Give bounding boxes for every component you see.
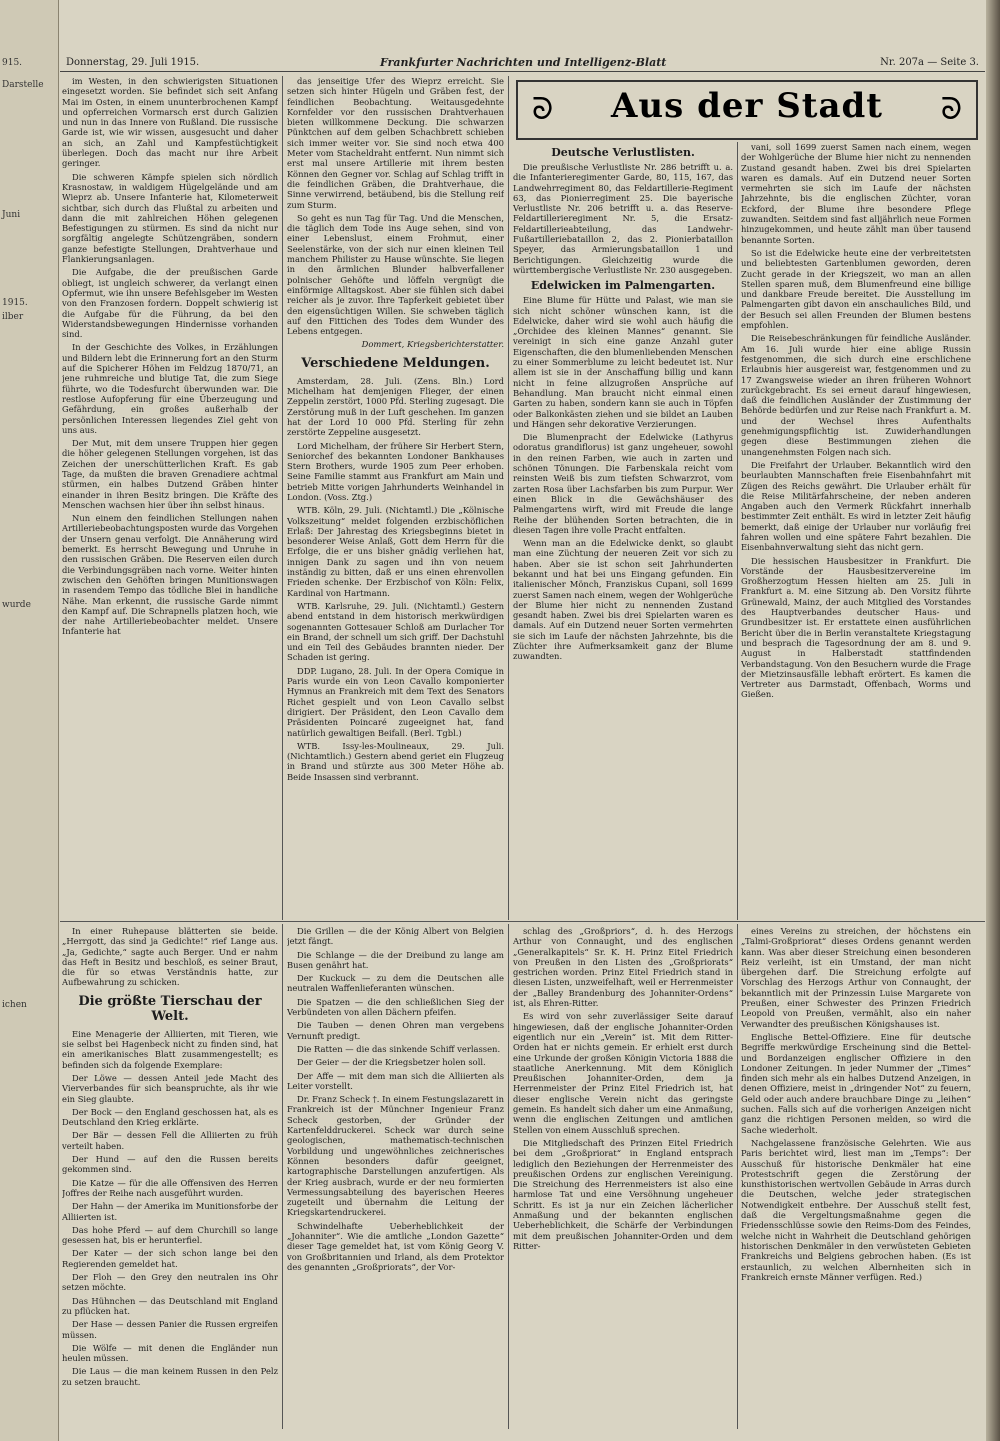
list-item: Der Hase — dessen Panier die Russen ergreifen müssen. <box>62 1319 278 1340</box>
news-item: Amsterdam, 28. Juli. (Zens. Bln.) Lord Michelham hat demjenigen Flieger, der einen Zeppelin zerstört, 1000 Pfd. Sterling zugesagt. Die Zerstörung muß in der Luft geschehen. Im ganzen hat der Lord 10 000 Pfd. Sterling für zehn zerstörte Zeppeline ausgesetzt. <box>287 375 504 438</box>
page-header <box>60 55 985 72</box>
article-column-8 <box>741 926 971 1426</box>
paragraph: Schwindelhafte Ueberheblichkeit der „Johanniter“. Wie die amtliche „London Gazette“ dieser Tage gemeldet hat, ist vom König Georg V. von Großbritannien und Irland, als dem Protektor des genannten „Großpriorats“, der Vor- <box>287 1220 504 1272</box>
section-banner-aus-der-stadt <box>516 80 978 140</box>
paragraph: Nachgelassene französische Gelehrten. Wie aus Paris berichtet wird, liest man im „Temps“: Der Ausschuß für historische Denkmäler hat eine Protestschrift gegen die Zerstörung der kunsthistorischen wertvollen Gebäude in Arras durch die Deutschen, welche jeder strategischen Notwendigkeit entbehre. Der Ausschuß stellt fest, daß die Vergeltungsmaßnahme gegen die Friedensschlüsse sowie den Reims-Dom des Feindes, welche nicht in Wahrheit die Deutschland gehörigen historischen Denkmäler in den verwüsteten Gebieten Frankreichs und Belgiens gebrochen haben. (Es ist erstaunlich, zu welchen Albernheiten sich in Frankreich ernste Männer verfügen. Red.) <box>741 1137 971 1282</box>
paragraph: In der Geschichte des Volkes, in Erzählungen und Bildern lebt die Erinnerung fort an den Sturm auf die Spicherer Höhen im Feldzug 1870/71, an jene ruhmreiche und blutige Tat, die zum Siege führte, wo die Todesfurcht überwunden war. Die restlose Aufopferung für eine Überzeugung und Gefährdung, ein großes außerhalb der persönlichen Interessen liegendes Ziel geht von uns aus. <box>62 342 278 435</box>
ornament-icon: ᘐ <box>532 92 554 127</box>
article-column-5 <box>62 926 278 1426</box>
article-heading: Die größte Tierschau der Welt. <box>78 993 262 1024</box>
news-item: DDP. Lugano, 28. Juli. In der Opera Comique in Paris wurde ein von Leon Cavallo komponierter Hymnus an Frankreich mit dem Text des Senators Richet gespielt und von Leon Cavallo selbst dirigiert. Der Präsident, den Leon Cavallo dem Präsidenten Poincaré zugeeignet hat, fand natürlich gewaltigen Beifall. (Berl. Tgbl.) <box>287 665 504 738</box>
paragraph: eines Vereins zu streichen, der höchstens ein „Talmi-Großpriorat“ dieses Ordens genannt werden kann. Was aber dieser Streichung einen besonderen Reiz verleiht, ist ein Umstand, der man nicht übergehen darf. Die Streichung erfolgte auf Vorschlag des Herzogs Arthur von Connaught, der bekanntlich mit der Prinzessin Luise Margarete von Preußen, einer Schwester des Prinzen Friedrich Leopold von Preußen, vermählt, also ein naher Verwandter des preußischen Königshauses ist. <box>741 926 971 1029</box>
edge-fragment: 915. <box>2 58 23 68</box>
paragraph: Der Mut, mit dem unsere Truppen hier gegen die höher gelegenen Stellungen vorgehen, ist das Zeichen der unerschütterlichen Kraft. Es gab Tage, da mußten die braven Grenadiere achtmal stürmen, ein halbes Dutzend Gräben hinter einander in ihren Besitz bringen. Die Kräfte des Menschen wachsen hier über ihn selbst hinaus. <box>62 438 278 510</box>
paragraph: Es wird von sehr zuverlässiger Seite darauf hingewiesen, daß der englische Johanniter-Orden eigentlich nur ein „Verein“ ist. Mit dem Ritter-Orden hat er nichts gemein. Er erhielt erst durch eine Urkunde der großen Königin Victoria 1888 die staatliche Anerkennung. Mit dem Königlich Preußischen Johanniter-Orden, dem ja Herrenmeister der Prinz Eitel Friedrich ist, hat dieser englische Verein nicht das geringste gemein. Es handelt sich daher um eine Anmaßung, wenn die englischen Zeitungen und amtlichen Stellen von einem Ausschluß sprechen. <box>513 1011 733 1135</box>
news-item: WTB. Issy-les-Moulineaux, 29. Juli. (Nichtamtlich.) Gestern abend geriet ein Flugzeug in Brand und stürzte aus 300 Meter Höhe ab. Beide Insassen sind verbrannt. <box>287 740 504 782</box>
list-item: Die Katze — für die alle Offensiven des Herren Joffres der Reihe nach ausgeführt wurden. <box>62 1177 278 1198</box>
paragraph: im Westen, in den schwierigsten Situationen eingesetzt worden. Sie befindet sich seit Anfang Mai im Osten, in einem ununterbrochenen Kampf und opferreichen Vormarsch erst durch Galizien und nun in das Innere von Rußland. Die russische Garde ist, wie wir wissen, ausgesucht und daher an sich, an Zahl und Kampfestüchtigkeit überlegen. Doch das macht nur ihre Arbeit geringer. <box>62 76 278 169</box>
paragraph: Die hessischen Hausbesitzer in Frankfurt. Die Vorstände der Hausbesitzervereine im Großherzogtum Hessen hielten am 25. Juli in Frankfurt a. M. eine Sitzung ab. Den Vorsitz führte Grünewald, Mainz, der auch Mitglied des Vorstandes des Hauptverbandes deutscher Haus- und Grundbesitzer ist. Er erstattete einen ausführlichen Bericht über die in Berlin veranstaltete Kriegstagung und besprach die Tagesordnung der am 8. und 9. August in Halberstadt stattfindenden Verbandstagung. Von den Besuchern wurde die Frage der Mietzinsausfälle lebhaft erörtert. Es kamen die Vertreter aus Darmstadt, Offenbach, Worms und Gießen. <box>741 555 971 700</box>
paragraph: Die schweren Kämpfe spielen sich nördlich Krasnostaw, in waldigem Hügelgelände und am Wieprz ab. Unsere Infanterie hat, Kilometerweit sichtbar, sich durch das Flußtal zu arbeiten und dann die mit zahlreichen Höhen gelegenen Befestigungen zu stürmen. Es sind da nicht nur sorgfältig angelegte Schützengräben, sondern ganze befestigte Stellungen, Drahtverhaue und Flankierungsanlagen. <box>62 171 278 265</box>
list-item: Der Kuckuck — zu dem die Deutschen alle neutralen Waffenlieferanten wünschen. <box>287 973 504 994</box>
article-column-7 <box>513 926 733 1426</box>
author-signature: Dommert, Kriegsberichterstatter. <box>361 339 504 350</box>
paragraph: Die preußische Verlustliste Nr. 286 betrifft u. a. die Infanterieregimenter Garde, 80, 115, 167, das Landwehrregiment 80, das Feldartillerie-Regiment 63, das Pionierregiment 25. Die bayerische Verlustliste Nr. 206 betrifft u. a. das Reserve-Feldartillerieregiment Nr. 5, die Ersatz-Feldartillerieabteilung, das Landwehr-Fußartilleriebataillon 2, das 2. Pionierbataillon Speyer, das Armierungsbataillon 1 und Berichtigungen. Gleichzeitig wurde die württembergische Verlustliste Nr. 230 ausgegeben. <box>513 162 733 275</box>
article-column-4 <box>741 142 971 918</box>
paragraph: Englische Bettel-Offiziere. Eine für deutsche Begriffe merkwürdige Erscheinung sind die Bettel- und Bordanzeigen englischer Offiziere in den Londoner Zeitungen. In jeder Nummer der „Times“ finden sich mehr als ein halbes Dutzend Anzeigen, in denen Offiziere, meist in „dringender Not“ zu feuern, Geld oder auch andere brauchbare Dinge zu „leihen“ suchen. Falls sich auf die vorherigen Anzeigen nicht ganz die richtigen Personen melden, so wird die Sache wiederholt. <box>741 1031 971 1135</box>
column-rule <box>508 76 509 920</box>
previous-page-edge <box>0 0 59 1441</box>
article-column-6 <box>287 926 504 1426</box>
article-heading: Deutsche Verlustlisten. <box>551 146 695 159</box>
paragraph: So ist die Edelwicke heute eine der verbreitetsten und beliebtesten Gartenblumen geworden, deren Zucht gerade in der Kriegszeit, wo man an allen Stellen sparen muß, dem Blumenfreund eine billige und dankbare Freude bereitet. Die Ausstellung im Palmengarten gibt davon ein anschauliches Bild, und der Besuch sei allen Freunden der Blumen bestens empfohlen. <box>741 247 971 331</box>
column-rule <box>737 142 738 920</box>
paragraph: Nun einem den feindlichen Stellungen nahen Artilleriebeobachtungsposten wurde das Vorgehen der Unsern genau verfolgt. Die Annäherung wird bemerkt. Es herrscht Bewegung und Unruhe in den russischen Gräben. Die Reserven eilen durch die Verbindungsgräben nach vorne. Weiter hinten zwischen den Gehöften bringen Munitionswagen in rasendem Tempo das tödliche Blei in handliche Nähe. Man erkennt, die russische Garde nimmt den Kampf auf. Die Schrapnells platzen hoch, wie der nahe Artilleriebeobachter meldet. Unsere Infanterie hat <box>62 513 278 637</box>
list-item: Der Hahn — der Amerika im Munitionsforbe der Alliierten ist. <box>62 1201 278 1222</box>
paragraph: So geht es nun Tag für Tag. Und die Menschen, die täglich dem Tode ins Auge sehen, sind von einer Lebenslust, einem Frohmut, einer Seelenstärke, von der sich nur einen kleinen Teil manchem Philister zu Hause wünschte. Sie liegen in den ärmlichen Blunder halbverfallener polnischer Gehöfte und löffeln vergnügt die einförmige Alltagskost. Aber sie fühlen sich dabei reicher als je zuvor. Ihre Tapferkeit gebietet über den eigensüchtigen Willen. Sie schweben täglich auf den Fittichen des Todes dem Wunder des Lebens entgegen. <box>287 212 504 337</box>
paragraph: Die Aufgabe, die der preußischen Garde obliegt, ist ungleich schwerer, da verlangt einen Opfermut, wie ihn unsere Befehlsgeber im Westen von den Franzosen fordern. Doppelt schwierig ist die Aufgabe für die Führung, da bei den Widerstandsbewegungen Hindernisse vorhanden sind. <box>62 267 278 340</box>
news-item: WTB. Köln, 29. Juli. (Nichtamtl.) Die „Kölnische Volkszeitung“ meldet folgenden erzbischöflichen Erlaß: Der Jahrestag des Kriegsbeginns bietet in besonderer Weise Anlaß, Gott dem Herrn für die Erfolge, die er uns bisher gnädig verliehen hat, innigen Dank zu sagen und ihn von neuem inständig zu bitten, daß er uns einen ehrenvollen Frieden schenke. Der Erzbischof von Köln: Felix, Kardinal von Hartmann. <box>287 505 504 598</box>
list-item: Das Hühnchen — das Deutschland mit England zu pflücken hat. <box>62 1295 278 1316</box>
paragraph: Dr. Franz Scheck †. In einem Festungslazarett in Frankreich ist der Münchner Ingenieur Franz Scheck gestorben, der Gründer der Kartenfelddruckerei. Scheck war durch seine geologischen, mathematisch-technischen Vorbildung und ungewöhnliches zeichnerisches Können besonders dafür geeignet, kartographische Darstellungen anzufertigen. Als der Krieg ausbrach, wurde er der neu formierten Vermessungsabteilung des bayerischen Heeres zugeteilt und übernahm die Leitung der Kriegskartendruckerei. <box>287 1094 504 1218</box>
paragraph: schlag des „Großpriors“, d. h. des Herzogs Arthur von Connaught, und des englischen „Generalkapitels“ Sr. K. H. Prinz Eitel Friedrich von Preußen in den Listen des „Großpriorats“ gestrichen worden. Prinz Eitel Friedrich stand in diesen Listen, unzweifelhaft, weil er Herrenmeister der „Balley Brandenburg des Johanniter-Ordens“ ist, als Ehren-Ritter. <box>513 926 733 1009</box>
news-item: Lord Michelham, der frühere Sir Herbert Stern, Seniorchef des bekannten Londoner Bankhauses Stern Brothers, wurde 1905 zum Peer erhoben. Seine Familie stammt aus Frankfurt am Main und betrieb Mitte vorigen Jahrhunderts Weinhandel in London. (Voss. Ztg.) <box>287 440 504 502</box>
article-heading: Edelwicken im Palmengarten. <box>530 279 716 293</box>
paragraph: Wenn man an die Edelwicke denkt, so glaubt man eine Züchtung der neueren Zeit vor sich zu haben. Aber sie ist schon seit Jahrhunderten bekannt und hat bei uns Eingang gefunden. Ein italienischer Mönch, Franziskus Cupani, soll 1699 zuerst Samen nach einem, wegen der Wohlgerüche der Blume hier nicht zu nennenden Zustand gesandt haben. Zwei bis drei Spielarten waren es damals. Auf ein Dutzend neuer Sorten vermehrten sie sich im Laufe der nächsten Jahrzehnte, bis die Züchter ihre Aufmerksamkeit ganz der Blume zuwandten. <box>513 538 733 662</box>
column-rule <box>282 924 283 1429</box>
list-item: Der Bock — den England geschossen hat, als es Deutschland den Krieg erklärte. <box>62 1106 278 1128</box>
paragraph: Die Freifahrt der Urlauber. Bekanntlich wird den beurlaubten Mannschaften freie Eisenbahnfahrt mit Zügen des Reichs gewährt. Die Urlauber erhält für die Reise Militärfahrscheine, der neben anderen Angaben auch den Vermerk Rückfahrt innerhalb bestimmter Zeit enthält. Es wird in letzter Zeit häufig bemerkt, daß einige der Urlauber nur vorläufig frei fahren wollen und eine spätere Fahrt bezahlen. Die Eisenbahnverwaltung sieht das nicht gern. <box>741 459 971 553</box>
header-date: Donnerstag, 29. Juli 1915. <box>66 57 200 68</box>
list-item: Der Floh — den Grey den neutralen ins Ohr setzen möchte. <box>62 1272 278 1293</box>
article-column-3 <box>513 142 733 918</box>
book-binding <box>986 0 1000 1441</box>
edge-fragment: Darstelle <box>2 80 44 90</box>
list-item: Der Kater — der sich schon lange bei den Regierenden gemeldet hat. <box>62 1248 278 1269</box>
list-item: Die Ratten — die das sinkende Schiff verlassen. <box>297 1043 501 1054</box>
list-item: Der Bär — dessen Fell die Alliierten zu früh verteilt haben. <box>62 1130 278 1151</box>
paragraph: vani, soll 1699 zuerst Samen nach einem, wegen der Wohlgerüche der Blume hier nicht zu nennenden Zustand gesandt haben. Zwei bis drei Spielarten waren es damals. Auf ein Dutzend neuer Sorten vermehrten sie sich im Laufe der nächsten Jahrzehnte, bis die englischen Züchter, voran Eckford, der Blume ihre besondere Pflege zuwandten. Seitdem sind fast alljährlich neue Formen hinzugekommen, und heute zählt man über tausend benannte Sorten. <box>741 142 971 245</box>
list-item: Der Affe — mit dem man sich die Alliierten als Leiter vorstellt. <box>287 1070 504 1091</box>
column-rule <box>508 924 509 1429</box>
list-item: Das hohe Pferd — auf dem Churchill so lange gesessen hat, bis er herunterfiel. <box>62 1224 278 1246</box>
list-item: Der Geier — der die Kriegsbetzer holen soll. <box>297 1057 486 1068</box>
list-item: Der Löwe — dessen Anteil jede Macht des Vierverbandes für sich beanspruchte, als ihr wie ein Sieg glaubte. <box>62 1072 278 1104</box>
paragraph: das jenseitige Ufer des Wieprz erreicht. Sie setzen sich hinter Hügeln und Gräben fest, der feindlichen Beobachtung. Weitausgedehnte Kornfelder vor den russischen Drahtverhauen bieten willkommene Deckung. Die schwarzen Pünktchen auf dem gelben Schachbrett schieben sich immer weiter vor. Sie sind noch etwa 400 Meter vom Stacheldraht entfernt. Nun nimmt sich erst mal unsere Artillerie mit ihrem besten Können den Gegner vor. Schlag auf Schlag trifft in die feindlichen Gräben, die Drahtverhaue, die Sinne verwirrend, betäubend, bis die Stellung reif zum Sturm. <box>287 76 504 210</box>
edge-fragment: ichen <box>2 1000 27 1010</box>
news-item: WTB. Karlsruhe, 29. Juli. (Nichtamtl.) Gestern abend entstand in dem historisch merkwürdigen sogenannten Gottesauer Schloß am Durlacher Tor ein Brand, der schnell um sich griff. Der Dachstuhl und ein Teil des Gebäudes brannten nieder. Der Schaden ist gering. <box>287 600 504 663</box>
article-column-2 <box>287 76 504 918</box>
header-page-number: Nr. 207a — Seite 3. <box>880 57 979 68</box>
paragraph: Eine Menagerie der Alliierten, mit Tieren, wie sie selbst bei Hagenbeck nicht zu finden sind, hat ein amerikanisches Blatt zusammengestellt; es befinden sich da folgende Exemplare: <box>62 1028 278 1070</box>
list-item: Die Wölfe — mit denen die Engländer nun heulen müssen. <box>62 1342 278 1364</box>
paragraph: In einer Ruhepause blätterten sie beide. „Herrgott, das sind ja Gedichte!“ rief Lange aus. „Ja, Gedichte,“ sagte auch Berger. Und er nahm das Heft in Besitz und beschloß, es seiner Braut, die für so etwas Verständnis hatte, zur Aufbewahrung zu schicken. <box>62 926 278 988</box>
column-rule <box>737 924 738 1429</box>
edge-fragment: ilber <box>2 312 24 322</box>
column-rule <box>282 76 283 920</box>
edge-fragment: wurde <box>2 600 31 610</box>
paragraph: Die Blumenpracht der Edelwicke (Lathyrus odoratus grandiflorus) ist ganz ungeheuer, sowohl in den reinen Farben, wie auch in zarten und schönen Tönungen. Die Farbenskala reicht vom reinsten Weiß bis zum tiefsten Schwarzrot, vom zarten Rosa über Lachsfarben bis zum Purpur. Wer einen Blick in die Gewächshäuser des Palmengartens wirft, wird mit Freude die lange Reihe der blühenden Sorten betrachten, die in diesen Tagen ihre volle Pracht entfalten. <box>513 432 733 535</box>
header-masthead: Frankfurter Nachrichten und Intelligenz-Blatt <box>380 56 667 69</box>
ornament-icon: ᘐ <box>940 92 962 127</box>
list-item: Die Tauben — denen Ohren man vergebens Vernunft predigt. <box>287 1020 504 1041</box>
list-item: Der Hund — auf den die Russen bereits gekommen sind. <box>62 1154 278 1175</box>
list-item: Die Spatzen — die den schließlichen Sieg der Verbündeten von allen Dächern pfeifen. <box>287 996 504 1018</box>
list-item: Die Schlange — die der Dreibund zu lange am Busen genährt hat. <box>287 949 504 970</box>
article-heading: Verschiedene Meldungen. <box>301 355 490 371</box>
section-title: Aus der Stadt <box>610 86 883 126</box>
section-rule <box>60 921 985 922</box>
paragraph: Eine Blume für Hütte und Palast, wie man sie sich nicht schöner wünschen kann, ist die Edelwicke, daher wird sie wohl auch häufig die „Orchidee des kleinen Mannes“ genannt. Sie vereinigt in sich eine ganze Anzahl guter Eigenschaften, die den blumenliebenden Menschen zu einer Sommerblume zu leicht bedeutet ist. Nur allem ist sie in der Anschaffung billig und kann nicht in feine allzugroßen Ansprüche auf Behandlung. Man braucht nicht einmal einen Garten zu haben, sondern kann sie auch in Töpfen oder Balkonkästen ziehen und sie bildet an Lauben und Hängen sehr dekorative Verzierungen. <box>513 295 733 429</box>
edge-fragment: 1915. <box>2 298 28 308</box>
paragraph: Die Reisebeschränkungen für feindliche Ausländer. Am 16. Juli wurde hier eine ablige Russin festgenommen, die sich durch eine erschlichene Erlaubnis hier ausgereist war, festgenommen und zu 17 Zwangsweise wieder an ihren früheren Wohnort zurückgebracht. Es sei erneut darauf hingewiesen, daß die feindlichen Ausländer der Zustimmung der Behörde bedürfen und zur Reise nach Frankfurt a. M. und der Wechsel ihres Aufenthalts genehmigungspflichtig ist. Zuwiderhandlungen gegen diese Bestimmungen ziehen die unangenehmsten Folgen nach sich. <box>741 333 971 457</box>
list-item: Die Laus — die man keinem Russen in den Pelz zu setzen braucht. <box>62 1366 278 1387</box>
edge-fragment: Juni <box>2 210 21 220</box>
paragraph: Die Mitgliedschaft des Prinzen Eitel Friedrich bei dem „Großpriorat“ in England entsprach lediglich den Beziehungen der Herrenmeister des preußischen Ordens zur englischen Vereinigung. Die Streichung des Herrenmeisters ist also eine harmlose Tat und eine Versöhnung ungeheuer Schritt. Es ist ja nur ein Zeichen lächerlicher Anmaßung und der bekannten englischen Ueberheblichkeit, die Schärfe der Verbindungen mit dem preußischen Johanniter-Orden und dem Ritter- <box>513 1137 733 1251</box>
list-item: Die Grillen — die der König Albert von Belgien jetzt fängt. <box>287 926 504 947</box>
article-column-1 <box>62 76 278 918</box>
